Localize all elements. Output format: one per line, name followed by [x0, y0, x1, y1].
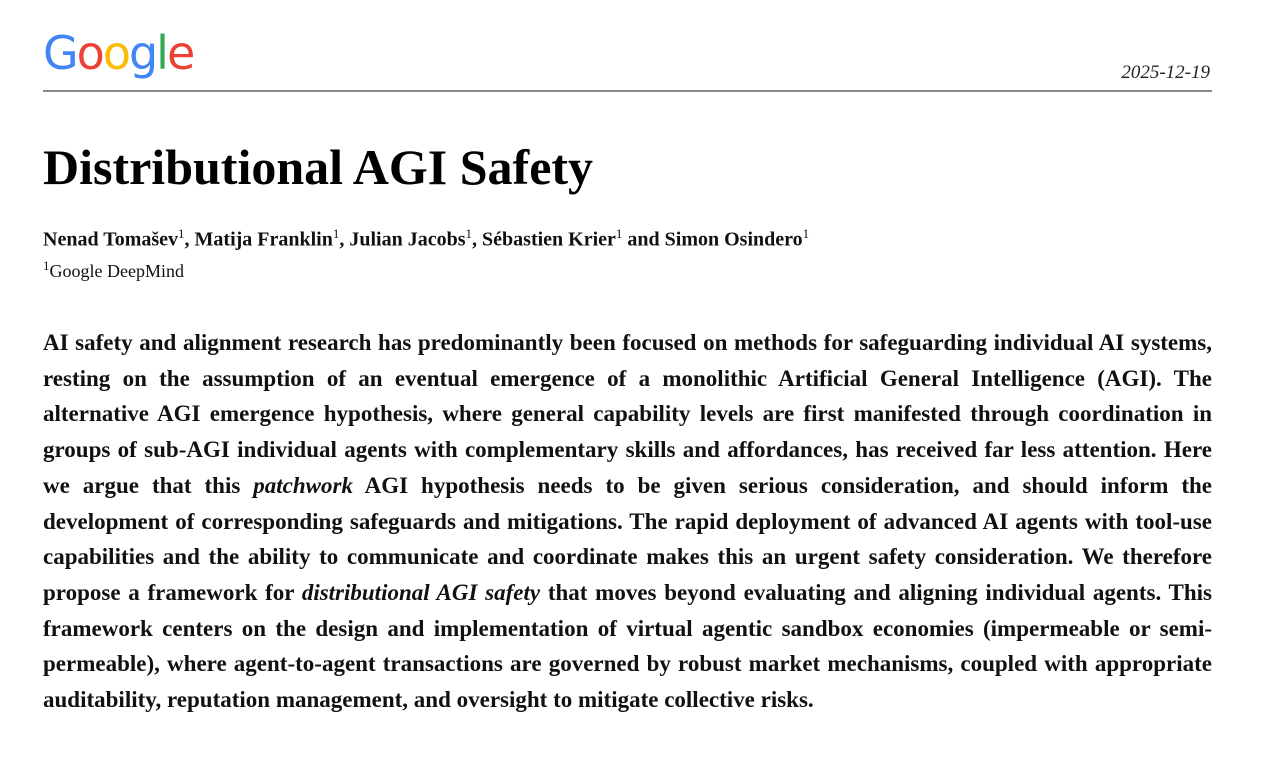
- logo-letter-g2: g: [128, 26, 157, 80]
- abstract-text-part-1: AI safety and alignment research has predominantly been focused on methods for safeguarding individual AI systems, resting on the assumption of an eventual emergence of a monolithic Artificial General Intelligence (AGI). The alternative AGI emergence hypothesis, where general capability levels are first manifested through coordination in groups of sub-AGI individual agents with complementary skills and affordances, has received far less attention. Here we argue that this: [43, 330, 1212, 498]
- abstract-text-part-3: that moves beyond evaluating and aligning individual agents. This framework centers on the design and implementation of virtual agentic sandbox economies (impermeable or semi-permeable), where agent-to-agent transactions are governed by robust market mechanisms, coupled with appropriate auditability, reputation management, and oversight to mitigate collective risks.: [43, 579, 1212, 713]
- abstract-emphasis-distributional: distributional AGI safety: [301, 579, 541, 605]
- author-name: Nenad Tomašev: [43, 228, 179, 251]
- author-separator: ,: [184, 228, 195, 251]
- author-separator: ,: [472, 228, 483, 251]
- author-name: Matija Franklin: [194, 228, 333, 251]
- publication-date: 2025-12-19: [1121, 62, 1210, 83]
- affiliation: [43, 258, 184, 282]
- author-name: Simon Osindero: [664, 228, 803, 251]
- affiliation-name: Google DeepMind: [49, 261, 184, 281]
- author-affiliation-mark: 1: [332, 226, 340, 241]
- logo-letter-o2: o: [102, 26, 129, 80]
- logo-letter-o1: o: [76, 26, 103, 80]
- abstract-emphasis-patchwork: patchwork: [253, 472, 353, 498]
- paper-title: Distributional AGI Safety: [43, 139, 594, 195]
- author-affiliation-mark: 1: [802, 226, 810, 241]
- author-affiliation-mark: 1: [615, 226, 623, 241]
- abstract: [43, 325, 1212, 718]
- author-affiliation-mark: 1: [178, 226, 185, 241]
- author-affiliation-mark: 1: [465, 226, 473, 241]
- logo-letter-g: G: [43, 26, 77, 80]
- author-separator: ,: [339, 228, 350, 251]
- logo-letter-l: l: [156, 26, 167, 80]
- affiliation-mark: 1: [43, 258, 50, 273]
- author-name: Sébastien Krier: [482, 228, 616, 251]
- author-separator: and: [622, 228, 665, 251]
- google-logo: [43, 26, 194, 80]
- author-list: [43, 226, 809, 252]
- logo-letter-e: e: [166, 26, 194, 80]
- abstract-text-part-2: AGI hypothesis needs to be given serious consideration, and should inform the development of corresponding safeguards and mitigations. The rapid deployment of advanced AI agents with tool-use capabilities and the ability to communicate and coordinate makes this an urgent safety consideration. We therefore propose a framework for: [43, 472, 1212, 605]
- header-divider: [43, 90, 1212, 92]
- author-name: Julian Jacobs: [349, 228, 466, 251]
